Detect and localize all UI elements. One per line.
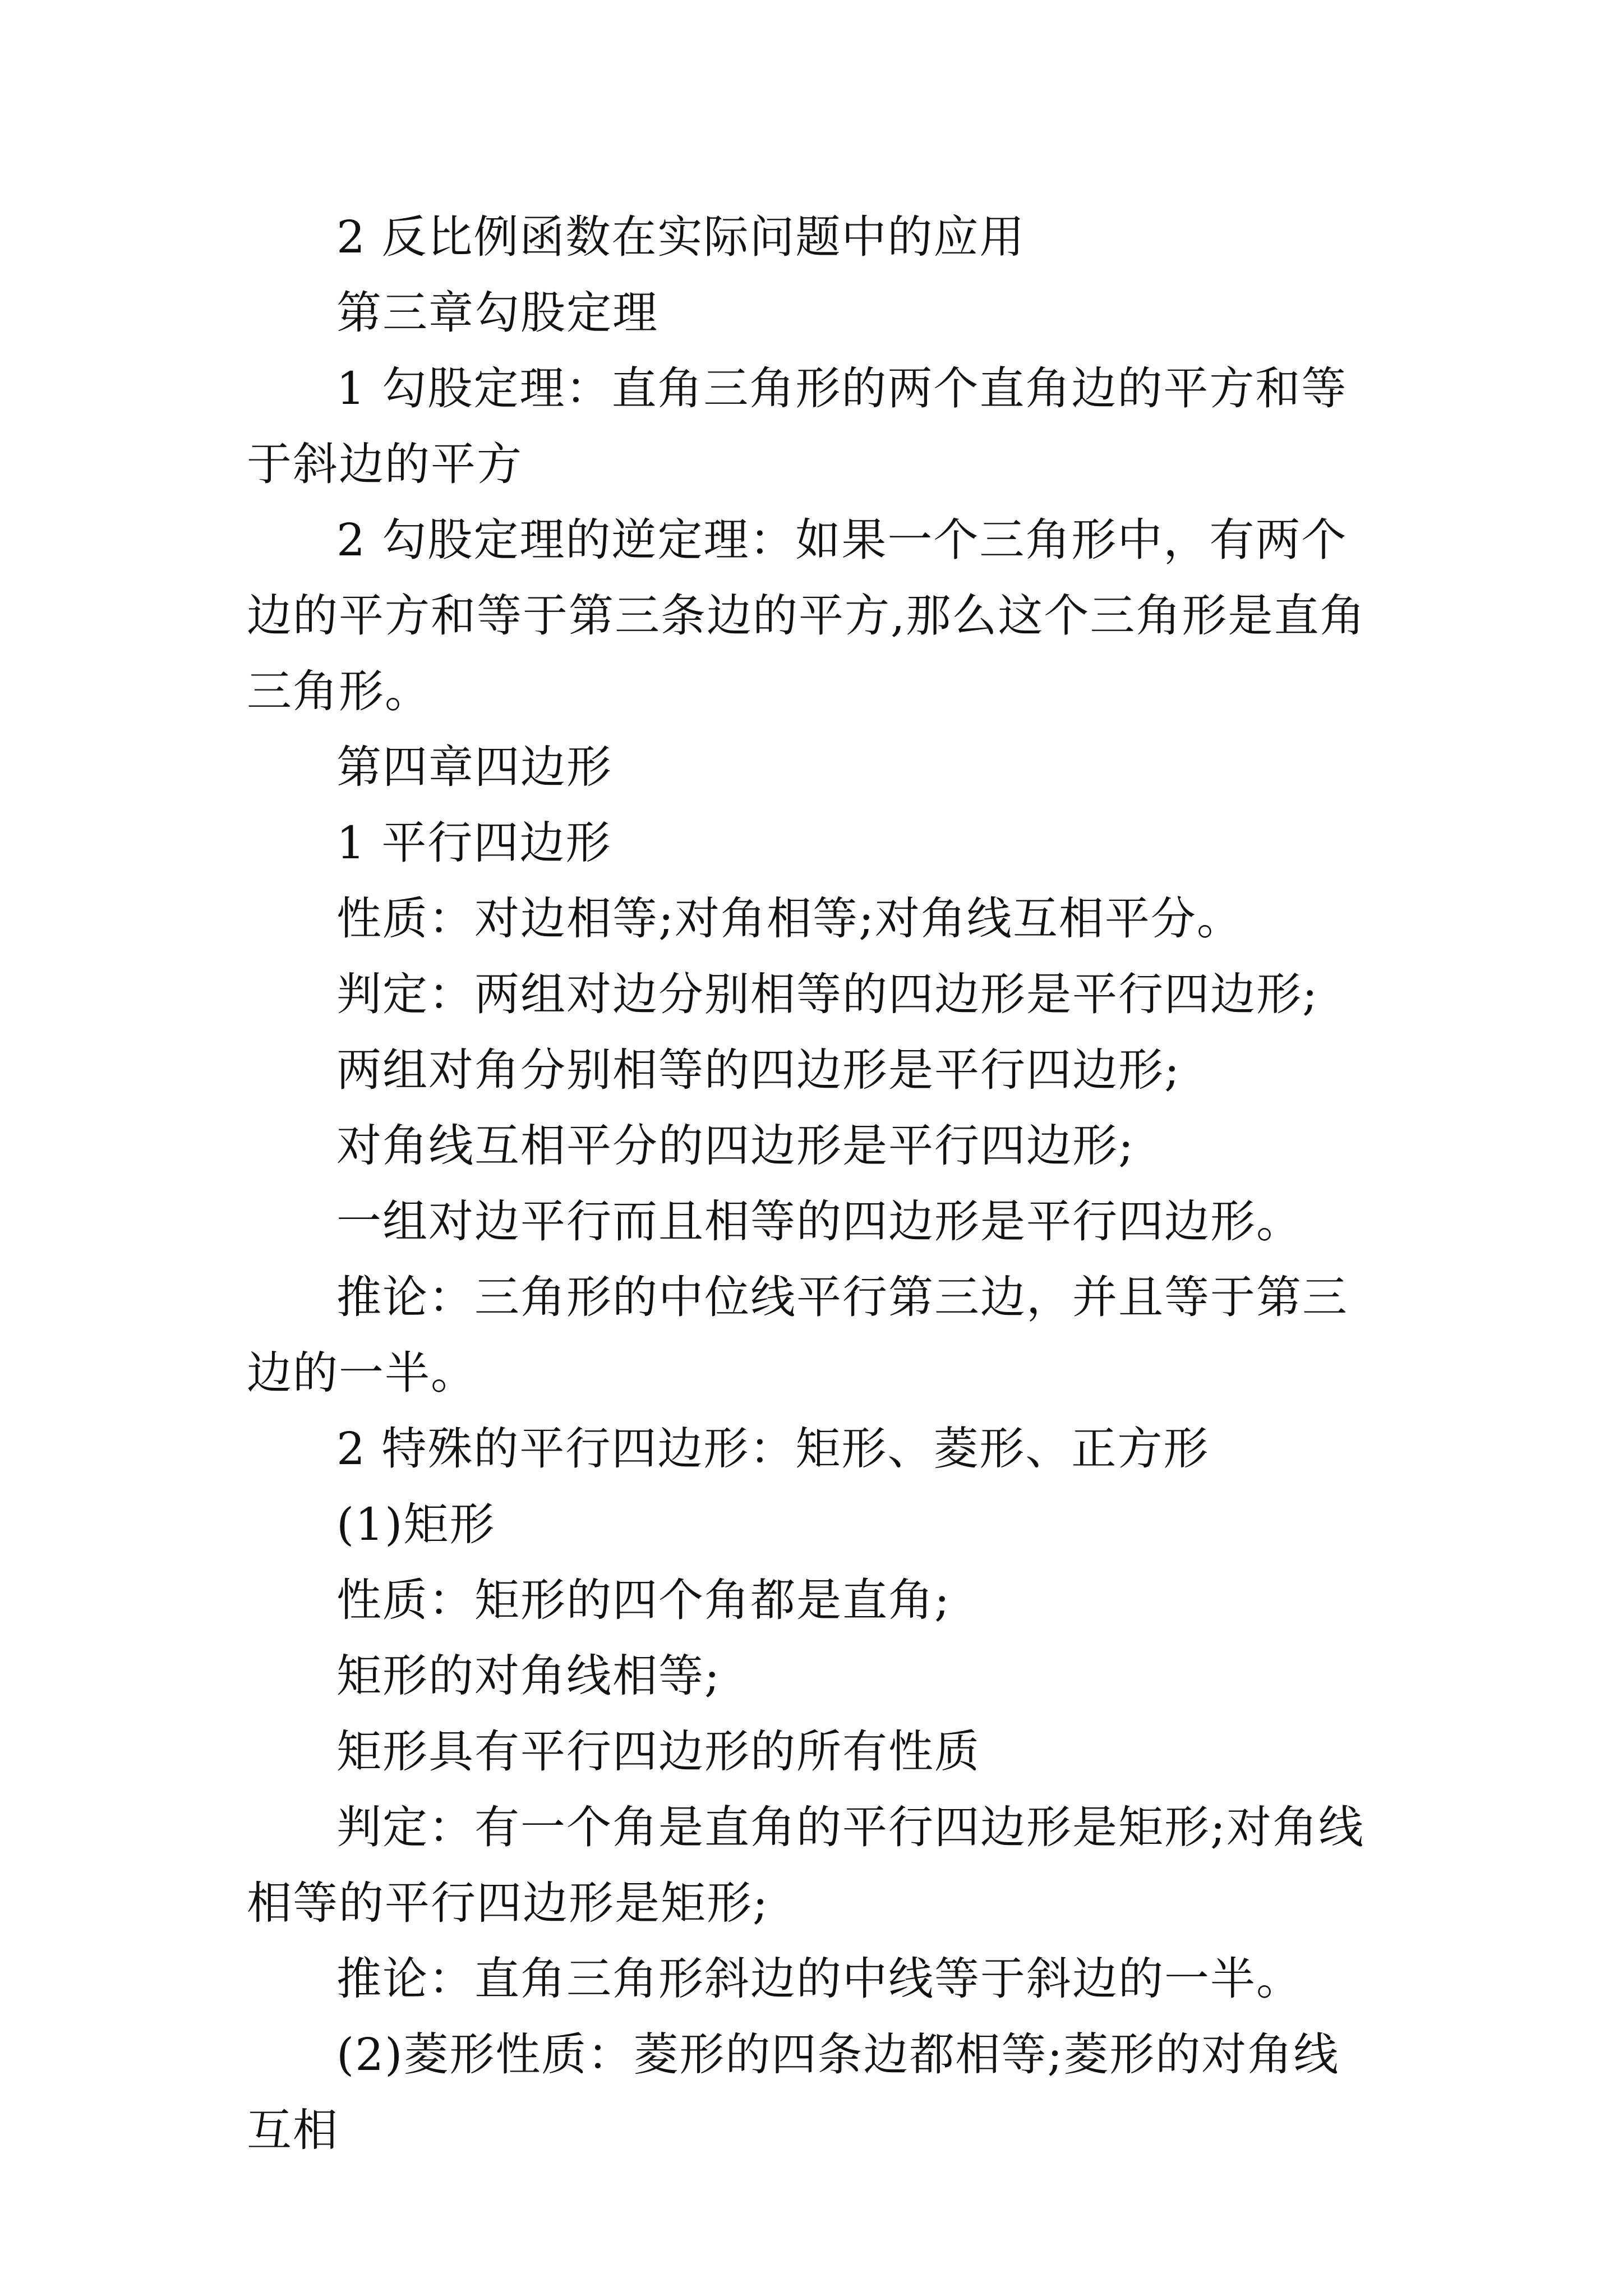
paragraph-right-triangle-corollary: 推论：直角三角形斜边的中线等于斜边的一半。 bbox=[336, 1953, 1302, 2005]
section-heading-special-parallelograms: 2 特殊的平行四边形：矩形、菱形、正方形 bbox=[336, 1423, 1210, 1475]
paragraph-rectangle-criteria: 判定：有一个角是直角的平行四边形是矩形;对角线相等的平行四边形是矩形; bbox=[247, 1801, 1364, 1929]
paragraph-parallelogram-criterion-2: 两组对角分别相等的四边形是平行四边形; bbox=[336, 1044, 1181, 1096]
paragraph-midline-corollary: 推论：三角形的中位线平行第三边，并且等于第三边的一半。 bbox=[247, 1271, 1348, 1399]
paragraph-inverse-function-application: 2 反比例函数在实际问题中的应用 bbox=[336, 211, 1026, 263]
chapter-heading-quadrilateral: 第四章四边形 bbox=[336, 741, 612, 793]
paragraph-parallelogram-properties: 性质：对边相等;对角相等;对角线互相平分。 bbox=[336, 892, 1243, 945]
document-body bbox=[247, 199, 1382, 2168]
paragraph-rectangle-property-2: 矩形的对角线相等; bbox=[336, 1650, 721, 1702]
paragraph-rhombus-properties: (2)菱形性质：菱形的四条边都相等;菱形的对角线互相 bbox=[247, 2028, 1340, 2156]
paragraph-rectangle-property-1: 性质：矩形的四个角都是直角; bbox=[336, 1574, 951, 1626]
paragraph-pythagorean-theorem: 1 勾股定理：直角三角形的两个直角边的平方和等于斜边的平方 bbox=[247, 362, 1348, 490]
section-heading-parallelogram: 1 平行四边形 bbox=[336, 817, 612, 869]
subsection-heading-rectangle: (1)矩形 bbox=[336, 1498, 496, 1550]
paragraph-rectangle-property-3: 矩形具有平行四边形的所有性质 bbox=[336, 1726, 980, 1778]
paragraph-pythagorean-converse: 2 勾股定理的逆定理：如果一个三角形中，有两个边的平方和等于第三条边的平方,那么这个三角形是直角三角形。 bbox=[247, 514, 1366, 717]
paragraph-parallelogram-criterion-1: 判定：两组对边分别相等的四边形是平行四边形; bbox=[336, 968, 1318, 1020]
chapter-heading-pythagorean: 第三章勾股定理 bbox=[336, 287, 658, 339]
paragraph-parallelogram-criterion-3: 对角线互相平分的四边形是平行四边形; bbox=[336, 1120, 1135, 1172]
paragraph-parallelogram-criterion-4: 一组对边平行而且相等的四边形是平行四边形。 bbox=[336, 1195, 1302, 1248]
